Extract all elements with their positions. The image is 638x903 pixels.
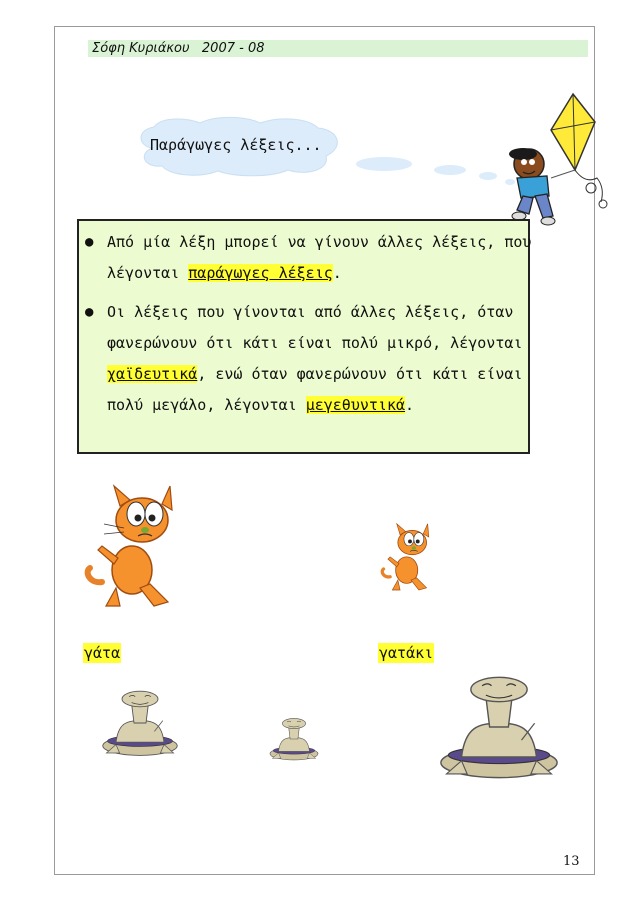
cloud-title: Παράγωγες λέξεις... [150, 136, 322, 154]
text-run: λέγονται [107, 264, 189, 282]
highlighted-term: παράγωγες λέξεις [188, 264, 333, 282]
bullet-line [107, 227, 532, 258]
label-cat: γάτα [84, 644, 121, 662]
turtle-illustration-large [424, 668, 574, 786]
bullet-item [85, 227, 532, 289]
turtle-illustration-medium [92, 668, 188, 778]
bullet-line [107, 328, 525, 359]
bullet-text-1 [107, 227, 532, 289]
page-number: 13 [563, 854, 580, 869]
bullet-text-2 [107, 297, 525, 421]
text-run: πολύ μεγάλο, λέγονται [107, 396, 306, 414]
bullet-item [85, 297, 525, 421]
bullet-line [107, 258, 525, 289]
text-run: . [405, 396, 415, 414]
bullet-dot: ● [85, 234, 94, 250]
bullet-dot: ● [85, 304, 94, 320]
text-run: Από μία λέξη μπορεί να γίνουν άλλες λέξεις, που [107, 233, 532, 251]
label-kitten: γατάκι [379, 644, 434, 662]
text-run: , ενώ όταν φανερώνουν ότι κάτι είναι [197, 365, 523, 383]
header-author-year: Σόφη Κυριάκου 2007 - 08 [92, 41, 265, 56]
text-run: Οι λέξεις που γίνονται από άλλες λέξεις, όταν [107, 303, 514, 321]
small-cat-illustration [378, 521, 442, 595]
boy-with-kite-illustration [505, 92, 615, 234]
turtle-illustration-small [263, 700, 325, 778]
bullet-line [107, 359, 525, 390]
highlighted-term: χαϊδευτικά [107, 365, 198, 383]
header-bar [88, 40, 588, 57]
definition-box [77, 219, 530, 454]
text-run: φανερώνουν ότι κάτι είναι πολύ μικρό, λέγονται [107, 334, 523, 352]
highlighted-term: μεγεθυντικά [305, 396, 406, 414]
bullet-line [107, 390, 525, 421]
text-run: . [332, 264, 342, 282]
big-cat-illustration [80, 484, 196, 612]
bullet-line [107, 297, 525, 328]
cloud-trail [340, 150, 520, 190]
